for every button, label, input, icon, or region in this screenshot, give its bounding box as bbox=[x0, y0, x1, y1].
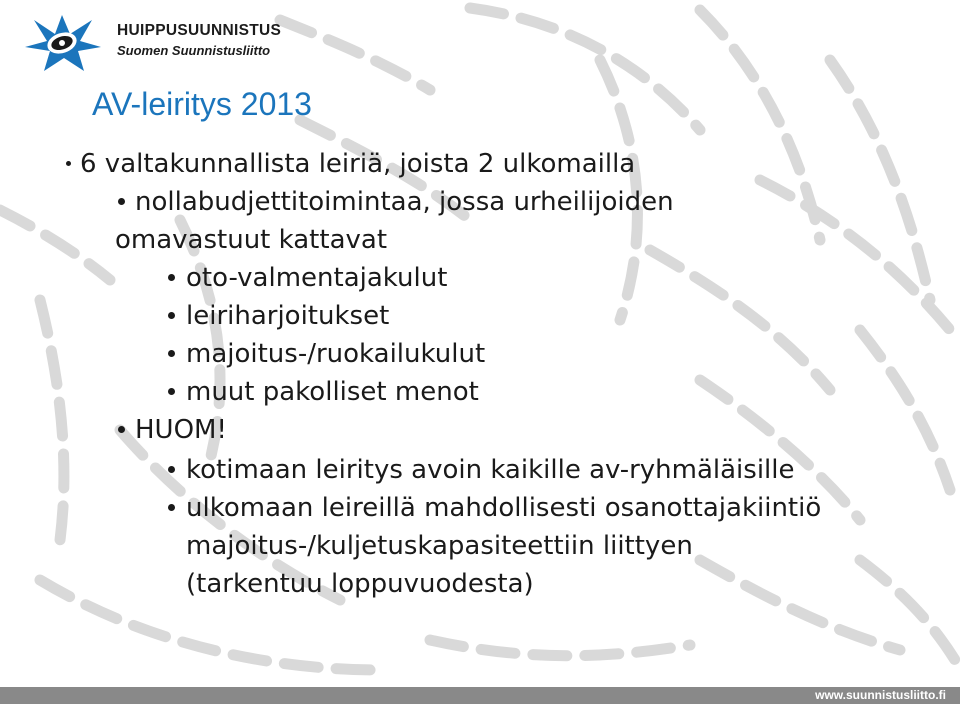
bullet-dot bbox=[118, 426, 125, 433]
footer-bar bbox=[0, 687, 960, 704]
bullet-item-9-line3: (tarkentuu loppuvuodesta) bbox=[186, 569, 534, 599]
bullet-dot bbox=[168, 504, 175, 511]
bullet-dot bbox=[168, 466, 175, 473]
slide-title: AV-leiritys 2013 bbox=[92, 86, 312, 122]
bullet-dot bbox=[168, 350, 175, 357]
bullet-dot bbox=[168, 274, 175, 281]
bullet-item-9-line1: ulkomaan leireillä mahdollisesti osanottajakiintiö bbox=[186, 493, 822, 523]
bullet-item-8: kotimaan leiritys avoin kaikille av-ryhmäläisille bbox=[186, 455, 795, 485]
bullet-dot bbox=[66, 161, 71, 166]
bullet-item-3: oto-valmentajakulut bbox=[186, 263, 448, 293]
bullet-item-7: HUOM! bbox=[135, 415, 227, 445]
logo-title: HUIPPUSUUNNISTUS bbox=[117, 22, 282, 39]
bullet-dot bbox=[168, 388, 175, 395]
bullet-item-2-line2: omavastuut kattavat bbox=[115, 225, 388, 255]
bullet-item-4: leiriharjoitukset bbox=[186, 301, 390, 331]
bullet-item-2-line1: nollabudjettitoimintaa, jossa urheilijoiden bbox=[135, 187, 674, 217]
bullet-item-5: majoitus-/ruokailukulut bbox=[186, 339, 486, 369]
bullet-item-6: muut pakolliset menot bbox=[186, 377, 479, 407]
bullet-dot bbox=[118, 198, 125, 205]
logo-subtitle: Suomen Suunnistusliitto bbox=[117, 43, 271, 58]
bullet-dot bbox=[168, 312, 175, 319]
bullet-item-1: 6 valtakunnallista leiriä, joista 2 ulkomailla bbox=[80, 149, 636, 179]
bullet-item-9-line2: majoitus-/kuljetuskapasiteettiin liittyen bbox=[186, 531, 693, 561]
footer-url-link[interactable]: www.suunnistusliitto.fi bbox=[815, 688, 946, 702]
